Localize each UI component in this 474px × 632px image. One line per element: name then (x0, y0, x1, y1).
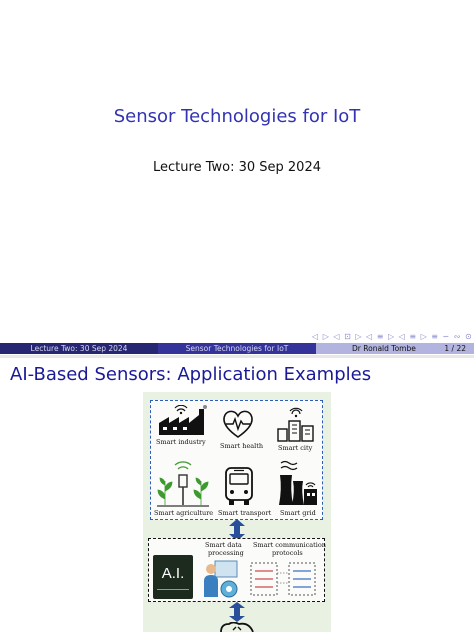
factory-icon (157, 405, 211, 437)
beamer-navigation-symbols[interactable]: ◁ ▷ ◁ ⊡ ▷ ◁ ≡ ▷ ◁ ≡ ▷ ≡ ∽ ∾ ⊙ (312, 332, 473, 341)
ai-label: A.I. (161, 565, 185, 582)
footer-author-block (316, 343, 474, 354)
data-processing-icon (201, 559, 241, 599)
lecture-subtitle: Lecture Two: 30 Sep 2024 (153, 160, 321, 175)
footer-title: Sensor Technologies for IoT (158, 343, 316, 354)
label-smart-data-2: processing (208, 549, 244, 557)
footer-lecture: Lecture Two: 30 Sep 2024 (0, 343, 158, 354)
communication-protocol-icon (249, 559, 321, 599)
footer-page-number: 1 / 22 (444, 344, 466, 353)
label-protocols-2: protocols (272, 549, 303, 557)
plant-sensor-icon (155, 459, 211, 509)
application-figure (143, 392, 331, 632)
label-smart-industry: Smart industry (156, 438, 206, 446)
ai-chip-icon (153, 555, 193, 599)
slide-footer (0, 343, 474, 354)
applications-box (150, 400, 323, 520)
bidirectional-arrow-lower-icon (227, 602, 247, 622)
label-protocols-1: Smart communication (253, 541, 326, 549)
cloud-partial-icon (217, 622, 257, 632)
label-smart-transport: Smart transport (218, 509, 272, 517)
label-smart-health: Smart health (220, 442, 264, 450)
city-icon (275, 405, 317, 443)
label-smart-city: Smart city (278, 444, 313, 452)
bus-icon (223, 465, 255, 507)
label-smart-grid: Smart grid (280, 509, 316, 517)
power-plant-icon (275, 459, 319, 507)
label-smart-data-1: Smart data (205, 541, 242, 549)
heart-monitor-icon (221, 409, 255, 439)
footer-author: Dr Ronald Tombe (352, 344, 416, 353)
presentation-title: Sensor Technologies for IoT (113, 106, 361, 127)
content-slide (0, 358, 474, 632)
frame-title: AI-Based Sensors: Application Examples (10, 364, 372, 385)
label-smart-agriculture: Smart agriculture (154, 509, 214, 517)
processing-box (148, 538, 325, 602)
